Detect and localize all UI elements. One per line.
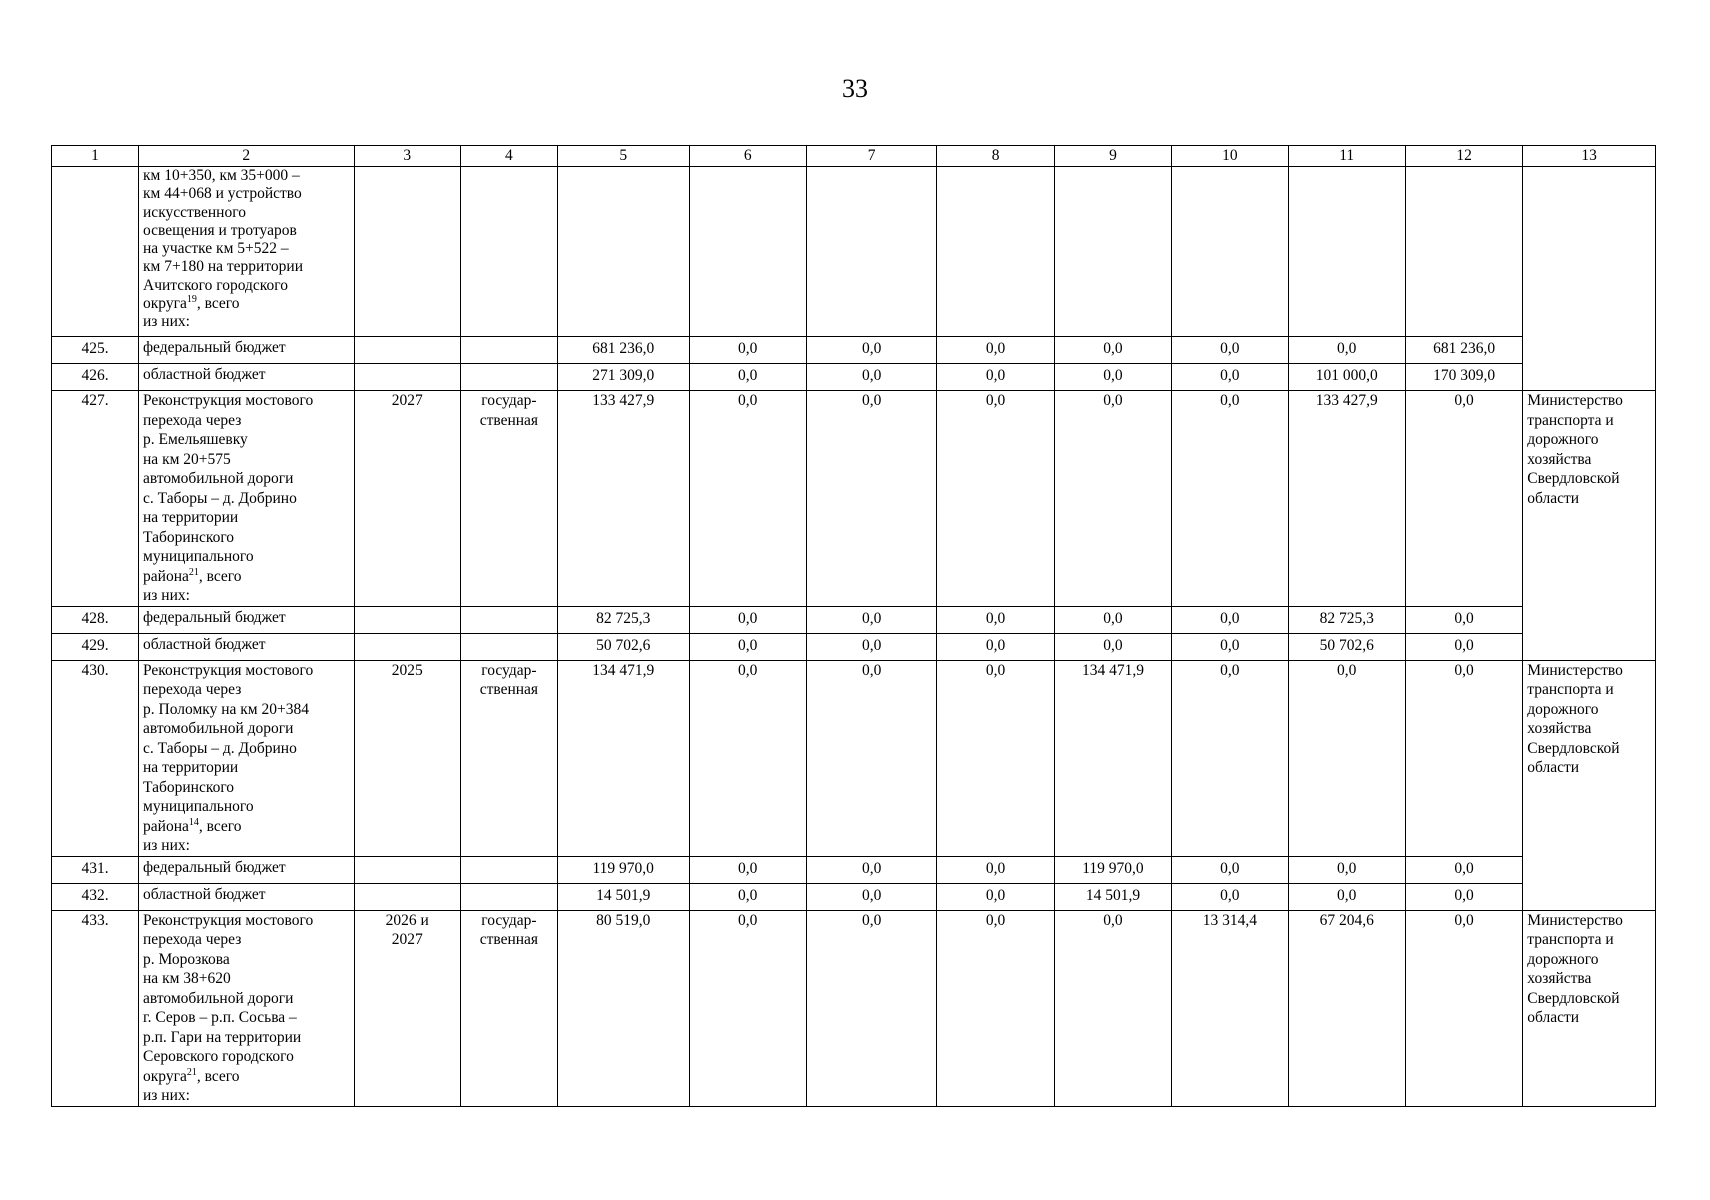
column-header: 12 <box>1405 146 1522 167</box>
name-line: км 10+350, км 35+000 – <box>143 167 300 184</box>
agency-line: дорожного <box>1527 950 1599 968</box>
empty-cell <box>354 856 460 883</box>
column-header: 4 <box>460 146 557 167</box>
name-line: округа <box>143 295 187 313</box>
name-line: с. Таборы – д. Добрино <box>143 489 297 507</box>
year-cell <box>354 910 460 1106</box>
row-name: федеральный бюджет <box>139 337 355 364</box>
value-cell-col-9: 0,0 <box>1054 364 1171 391</box>
agency-line: Свердловской <box>1527 989 1620 1007</box>
name-line: автомобильной дороги <box>143 989 294 1007</box>
value-cell-col-10: 0,0 <box>1172 660 1288 856</box>
type-line: государ- <box>481 911 537 929</box>
footnote-ref: 19 <box>186 293 197 305</box>
value-cell-col-9: 0,0 <box>1054 391 1171 607</box>
row-number: 426. <box>52 364 139 391</box>
value-cell-col-11: 133 427,9 <box>1288 391 1405 607</box>
empty-cell <box>460 337 557 364</box>
value-cell-col-6: 0,0 <box>689 337 806 364</box>
agency-cell <box>1523 910 1656 1106</box>
empty-cell <box>354 883 460 910</box>
value-cell-col-6: 0,0 <box>689 391 806 607</box>
agency-cell <box>1523 660 1656 910</box>
empty-cell <box>354 337 460 364</box>
value-cell-col-9: 0,0 <box>1054 337 1171 364</box>
value-cell-col-6: 0,0 <box>689 910 806 1106</box>
name-line: района <box>143 567 189 585</box>
name-line: автомобильной дороги <box>143 720 294 737</box>
agency-line: хозяйства <box>1527 970 1592 987</box>
empty-cell <box>460 633 557 660</box>
row-number: 430. <box>52 660 139 856</box>
row-number: 427. <box>52 391 139 607</box>
empty-cell <box>1405 167 1522 337</box>
value-cell-col-9: 0,0 <box>1054 606 1171 633</box>
agency-line: транспорта и <box>1527 931 1614 948</box>
project-name <box>139 391 355 607</box>
value-cell-col-6: 0,0 <box>689 660 806 856</box>
name-line: перехода через <box>143 681 242 698</box>
row-name: областной бюджет <box>139 633 355 660</box>
value-cell-col-6: 0,0 <box>689 856 806 883</box>
name-line: р. Морозкова <box>143 950 230 968</box>
agency-line: Министерство <box>1527 661 1623 679</box>
value-cell-col-11: 0,0 <box>1288 660 1405 856</box>
name-line: из них: <box>143 313 190 331</box>
type-cell <box>460 910 557 1106</box>
budget-table <box>51 145 1656 1107</box>
agency-line: области <box>1527 1009 1580 1026</box>
value-cell-col-6: 0,0 <box>689 364 806 391</box>
value-cell-col-12: 170 309,0 <box>1405 364 1522 391</box>
value-cell-col-5: 271 309,0 <box>557 364 689 391</box>
value-cell-col-10: 0,0 <box>1172 856 1288 883</box>
empty-cell <box>354 364 460 391</box>
column-header: 3 <box>354 146 460 167</box>
empty-cell <box>354 633 460 660</box>
type-line: государ- <box>481 661 537 679</box>
value-cell-col-5: 119 970,0 <box>557 856 689 883</box>
name-line: Серовского городского <box>143 1048 294 1065</box>
row-number: 432. <box>52 883 139 910</box>
project-name <box>139 660 355 856</box>
name-line: Ачитского городского <box>143 276 288 294</box>
name-line: из них: <box>143 587 190 604</box>
empty-cell <box>689 167 806 337</box>
value-cell-col-7: 0,0 <box>806 883 937 910</box>
name-line: перехода через <box>143 411 242 429</box>
row-name: федеральный бюджет <box>139 856 355 883</box>
name-line: Реконструкция мостового <box>143 661 314 679</box>
name-line: Реконструкция мостового <box>143 911 314 929</box>
empty-cell <box>354 606 460 633</box>
table-row <box>52 910 1656 1106</box>
value-cell-col-11: 67 204,6 <box>1288 910 1405 1106</box>
value-cell-col-9: 119 970,0 <box>1054 856 1171 883</box>
name-line: км 7+180 на территории <box>143 258 304 276</box>
value-cell-col-5: 80 519,0 <box>557 910 689 1106</box>
value-cell-col-5: 82 725,3 <box>557 606 689 633</box>
column-header: 5 <box>557 146 689 167</box>
agency-line: транспорта и <box>1527 681 1614 698</box>
year-line: 2026 и <box>385 911 429 929</box>
value-cell-col-11: 0,0 <box>1288 337 1405 364</box>
agency-line: дорожного <box>1527 431 1599 448</box>
table-row <box>52 660 1656 856</box>
value-cell-col-12: 0,0 <box>1405 856 1522 883</box>
value-cell-col-12: 681 236,0 <box>1405 337 1522 364</box>
name-line: искусственного <box>143 203 246 221</box>
agency-cell <box>1523 391 1656 661</box>
name-line: округа <box>143 1067 187 1085</box>
name-line: на участке км 5+522 – <box>143 240 289 258</box>
name-line: из них: <box>143 1087 190 1104</box>
value-cell-col-12: 0,0 <box>1405 633 1522 660</box>
value-cell-col-5: 14 501,9 <box>557 883 689 910</box>
name-line: автомобильной дороги <box>143 470 294 487</box>
value-cell-col-9: 14 501,9 <box>1054 883 1171 910</box>
name-line: г. Серов – р.п. Сосьва – <box>143 1009 297 1026</box>
agency-line: Свердловской <box>1527 470 1620 487</box>
agency-line: дорожного <box>1527 700 1599 718</box>
column-header: 1 <box>52 146 139 167</box>
column-header: 11 <box>1288 146 1405 167</box>
column-header: 2 <box>139 146 355 167</box>
table-row <box>52 883 1656 910</box>
column-header: 6 <box>689 146 806 167</box>
name-line: с. Таборы – д. Добрино <box>143 739 297 757</box>
agency-line: хозяйства <box>1527 450 1592 468</box>
type-line: ственная <box>479 681 539 698</box>
name-line: на территории <box>143 759 239 776</box>
footnote-ref: 21 <box>188 566 199 578</box>
value-cell-col-5: 133 427,9 <box>557 391 689 607</box>
name-line: на территории <box>143 509 239 526</box>
value-cell-col-7: 0,0 <box>806 633 937 660</box>
name-line: на км 20+575 <box>143 450 231 468</box>
value-cell-col-8: 0,0 <box>937 337 1054 364</box>
value-cell-col-10: 0,0 <box>1172 364 1288 391</box>
name-line: р. Емельяшевку <box>143 431 248 448</box>
project-name <box>139 167 355 337</box>
value-cell-col-7: 0,0 <box>806 364 937 391</box>
value-cell-col-8: 0,0 <box>937 391 1054 607</box>
column-header: 13 <box>1523 146 1656 167</box>
empty-cell <box>460 364 557 391</box>
table-row <box>52 364 1656 391</box>
empty-cell <box>460 883 557 910</box>
column-header: 10 <box>1172 146 1288 167</box>
name-line: перехода через <box>143 931 242 948</box>
value-cell-col-11: 50 702,6 <box>1288 633 1405 660</box>
type-line: ственная <box>479 411 539 429</box>
value-cell-col-10: 0,0 <box>1172 337 1288 364</box>
name-line: Реконструкция мостового <box>143 392 314 409</box>
name-line: муниципального <box>143 548 254 565</box>
value-cell-col-8: 0,0 <box>937 883 1054 910</box>
value-cell-col-8: 0,0 <box>937 856 1054 883</box>
value-cell-col-6: 0,0 <box>689 633 806 660</box>
empty-cell <box>1054 167 1171 337</box>
value-cell-col-12: 0,0 <box>1405 910 1522 1106</box>
name-line: из них: <box>143 837 190 854</box>
column-header: 8 <box>937 146 1054 167</box>
year-cell <box>354 660 460 856</box>
value-cell-col-5: 50 702,6 <box>557 633 689 660</box>
row-number: 431. <box>52 856 139 883</box>
value-cell-col-11: 101 000,0 <box>1288 364 1405 391</box>
agency-line: области <box>1527 489 1580 507</box>
year-cell <box>354 391 460 607</box>
agency-line: транспорта и <box>1527 411 1614 429</box>
name-line: Таборинского <box>143 778 235 796</box>
value-cell-col-9: 134 471,9 <box>1054 660 1171 856</box>
table-row <box>52 606 1656 633</box>
name-line: км 44+068 и устройство <box>143 185 302 203</box>
name-line: , всего <box>196 1067 240 1085</box>
value-cell-col-5: 681 236,0 <box>557 337 689 364</box>
empty-cell <box>1172 167 1288 337</box>
value-cell-col-10: 13 314,4 <box>1172 910 1288 1106</box>
value-cell-col-7: 0,0 <box>806 391 937 607</box>
name-line: , всего <box>198 567 242 585</box>
type-line: государ- <box>481 392 537 409</box>
name-line: муниципального <box>143 798 254 815</box>
value-cell-col-10: 0,0 <box>1172 883 1288 910</box>
table-row <box>52 337 1656 364</box>
empty-cell <box>806 167 937 337</box>
empty-cell <box>354 167 460 337</box>
value-cell-col-9: 0,0 <box>1054 633 1171 660</box>
year-line: 2025 <box>391 661 423 679</box>
value-cell-col-7: 0,0 <box>806 660 937 856</box>
value-cell-col-8: 0,0 <box>937 633 1054 660</box>
value-cell-col-9: 0,0 <box>1054 910 1171 1106</box>
agency-line: хозяйства <box>1527 720 1592 737</box>
column-header: 9 <box>1054 146 1171 167</box>
value-cell-col-7: 0,0 <box>806 910 937 1106</box>
row-name: областной бюджет <box>139 364 355 391</box>
value-cell-col-6: 0,0 <box>689 606 806 633</box>
value-cell-col-7: 0,0 <box>806 606 937 633</box>
name-line: , всего <box>196 295 240 313</box>
name-line: освещения и тротуаров <box>143 221 297 239</box>
value-cell-col-12: 0,0 <box>1405 606 1522 633</box>
type-cell <box>460 660 557 856</box>
name-line: Таборинского <box>143 528 235 546</box>
agency-cell <box>1523 167 1656 391</box>
type-cell <box>460 391 557 607</box>
empty-cell <box>460 606 557 633</box>
row-number: 433. <box>52 910 139 1106</box>
header-row <box>52 146 1656 167</box>
table-row <box>52 167 1656 337</box>
empty-cell <box>52 167 139 337</box>
agency-line: Свердловской <box>1527 739 1620 757</box>
row-number: 429. <box>52 633 139 660</box>
name-line: района <box>143 817 189 835</box>
row-number: 428. <box>52 606 139 633</box>
value-cell-col-8: 0,0 <box>937 606 1054 633</box>
agency-line: Министерство <box>1527 911 1623 929</box>
footnote-ref: 21 <box>186 1066 197 1078</box>
name-line: на км 38+620 <box>143 970 231 987</box>
value-cell-col-11: 0,0 <box>1288 883 1405 910</box>
agency-line: области <box>1527 759 1580 776</box>
value-cell-col-12: 0,0 <box>1405 391 1522 607</box>
value-cell-col-12: 0,0 <box>1405 883 1522 910</box>
empty-cell <box>1288 167 1405 337</box>
agency-line: Министерство <box>1527 392 1623 409</box>
value-cell-col-8: 0,0 <box>937 660 1054 856</box>
value-cell-col-7: 0,0 <box>806 856 937 883</box>
name-line: , всего <box>198 817 242 835</box>
value-cell-col-5: 134 471,9 <box>557 660 689 856</box>
table-row <box>52 391 1656 607</box>
empty-cell <box>460 856 557 883</box>
table-row <box>52 633 1656 660</box>
year-line: 2027 <box>391 931 423 948</box>
value-cell-col-11: 82 725,3 <box>1288 606 1405 633</box>
row-name: областной бюджет <box>139 883 355 910</box>
row-name: федеральный бюджет <box>139 606 355 633</box>
empty-cell <box>557 167 689 337</box>
value-cell-col-7: 0,0 <box>806 337 937 364</box>
row-number: 425. <box>52 337 139 364</box>
value-cell-col-11: 0,0 <box>1288 856 1405 883</box>
project-name <box>139 910 355 1106</box>
year-line: 2027 <box>391 392 423 409</box>
value-cell-col-6: 0,0 <box>689 883 806 910</box>
name-line: р. Поломку на км 20+384 <box>143 700 309 718</box>
value-cell-col-10: 0,0 <box>1172 633 1288 660</box>
footnote-ref: 14 <box>188 816 199 828</box>
value-cell-col-8: 0,0 <box>937 910 1054 1106</box>
empty-cell <box>460 167 557 337</box>
column-header: 7 <box>806 146 937 167</box>
page-number: 33 <box>842 74 868 103</box>
type-line: ственная <box>479 931 539 948</box>
value-cell-col-10: 0,0 <box>1172 391 1288 607</box>
table-row <box>52 856 1656 883</box>
value-cell-col-8: 0,0 <box>937 364 1054 391</box>
name-line: р.п. Гари на территории <box>143 1028 302 1046</box>
empty-cell <box>937 167 1054 337</box>
value-cell-col-12: 0,0 <box>1405 660 1522 856</box>
value-cell-col-10: 0,0 <box>1172 606 1288 633</box>
